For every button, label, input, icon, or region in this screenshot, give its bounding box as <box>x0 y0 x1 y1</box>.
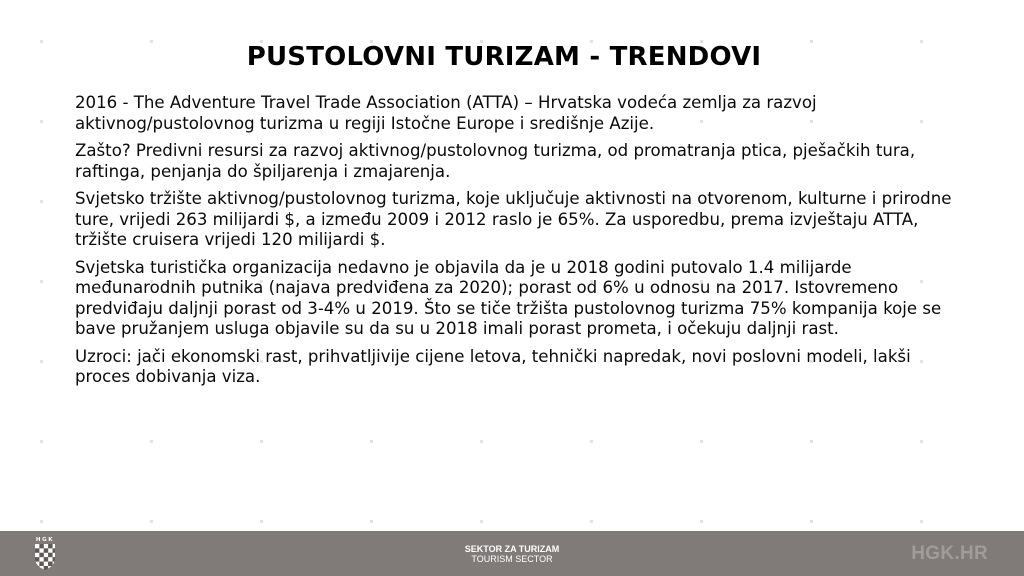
decor-dot <box>370 440 373 443</box>
decor-dot <box>590 520 593 523</box>
decor-dot <box>920 440 923 443</box>
hgk-logo-text: HGK <box>35 537 55 543</box>
decor-dot <box>810 520 813 523</box>
slide-body <box>75 93 955 395</box>
decor-dot <box>810 440 813 443</box>
paragraph-atta: 2016 - The Adventure Travel Trade Association (ATTA) – Hrvatska vodeća zemlja za razvoj aktivnog/pustolovnog turizma u regiji Istočne Europe i središnje Azije. <box>75 93 817 133</box>
site-link[interactable]: HGK.HR <box>911 543 988 564</box>
decor-dot <box>260 520 263 523</box>
paragraph-world-market: Svjetsko tržište aktivnog/pustolovnog turizma, koje uključuje aktivnosti na otvorenom, kulturne i prirodne ture, vrijedi 263 milijardi $, a između 2009 i 2012 raslo je 65%. Za usporedbu, prema izvještaju ATTA, tržište cruisera vrijedi 120 milijardi $. <box>75 189 952 249</box>
decor-dot <box>40 280 43 283</box>
decor-dot <box>40 440 43 443</box>
decor-dot <box>260 440 263 443</box>
decor-dot <box>40 520 43 523</box>
paragraph-causes: Uzroci: jači ekonomski rast, prihvatljivije cijene letova, tehnički napredak, novi poslovni modeli, lakši proces dobivanja viza. <box>75 346 911 386</box>
checkerboard-shield-icon <box>34 544 56 570</box>
sector-label <box>412 544 612 565</box>
decor-dot <box>480 440 483 443</box>
sector-label-hr: SEKTOR ZA TURIZAM <box>464 544 560 554</box>
paragraph-unwto: Svjetska turistička organizacija nedavno je objavila da je u 2018 godini putovalo 1.4 milijarde međunarodnih putnika (najava predviđena za 2020); porast od 6% u odnosu na 2017. Istovremeno predviđaju daljnji porast od 3-4% u 2019. Što se tiče tržišta pustolovnog turizma 75% kompanija koje se bave pružanjem usluga objavile su da su u 2018 imali porast prometa, i očekuju daljnji rast. <box>75 257 942 338</box>
paragraph-why: Zašto? Predivni resursi za razvoj aktivnog/pustolovnog turizma, od promatranja ptica, pješačkih tura, raftinga, penjanja do špiljarenja i zmajarenja. <box>75 141 916 181</box>
slide-title: PUSTOLOVNI TURIZAM - TRENDOVI <box>246 42 762 72</box>
decor-dot <box>370 520 373 523</box>
decor-dot <box>480 520 483 523</box>
decor-dot <box>150 520 153 523</box>
decor-dot <box>920 520 923 523</box>
decor-dot <box>700 440 703 443</box>
decor-dot <box>150 440 153 443</box>
footer-bar <box>0 531 1024 576</box>
decor-dot <box>40 360 43 363</box>
sector-label-en: TOURISM SECTOR <box>471 554 553 564</box>
decor-dot <box>40 200 43 203</box>
decor-dot <box>40 120 43 123</box>
decor-dot <box>590 440 593 443</box>
decor-dot <box>700 520 703 523</box>
hgk-logo <box>34 537 56 570</box>
